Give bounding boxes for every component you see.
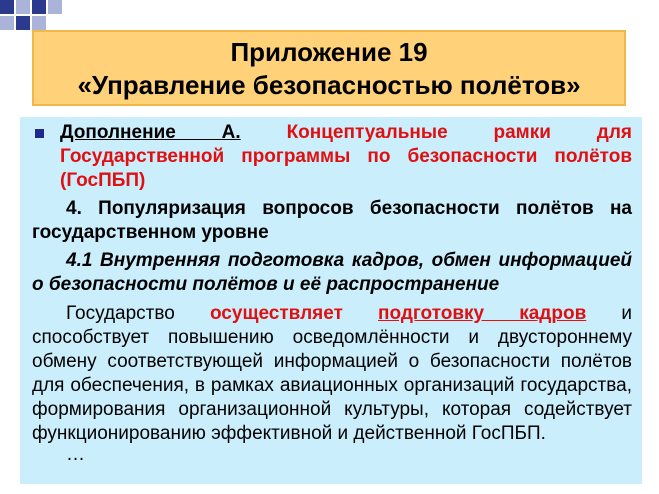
appendix-title: Концептуальные рамки для Государственной программы по безопасности полётов (ГосПБП) <box>60 122 633 191</box>
grid-square <box>48 0 62 14</box>
content-panel <box>20 117 642 484</box>
appendix-label: Дополнение А. <box>60 122 241 143</box>
paragraph-start: Государство <box>66 303 175 324</box>
grid-square <box>0 0 14 14</box>
paragraph-rest: и способствует повышению осведомлённости и двустороннему обмену соответствующей информацией о безопасности полётов для обеспечения, в рамках авиационных организаций государства, формирования организационной культуры, которая содействует функционированию эффективной и действенной ГосПБП. <box>32 303 633 444</box>
section-4-heading: 4. Популяризация вопросов безопасности полётов на государственном уровне <box>32 198 632 243</box>
grid-square <box>16 16 30 30</box>
slide-title <box>32 30 626 106</box>
highlight-implements: осуществляет <box>209 303 343 324</box>
grid-square <box>16 0 30 14</box>
grid-square <box>0 16 14 30</box>
grid-square <box>32 0 46 14</box>
ellipsis: … <box>66 444 85 465</box>
body-paragraph <box>32 302 632 446</box>
title-line-2: «Управление безопасностью полётов» <box>77 70 581 100</box>
highlight-training: подготовку кадров <box>378 303 587 324</box>
square-bullet-icon <box>35 129 44 138</box>
bullet-item <box>32 121 632 193</box>
square-grid-icon <box>0 0 60 30</box>
title-line-1: Приложение 19 <box>230 37 428 67</box>
section-4-1-heading: 4.1 Внутренняя подготовка кадров, обмен информацией о безопасности полётов и её распространение <box>32 250 632 295</box>
grid-square <box>32 16 46 30</box>
